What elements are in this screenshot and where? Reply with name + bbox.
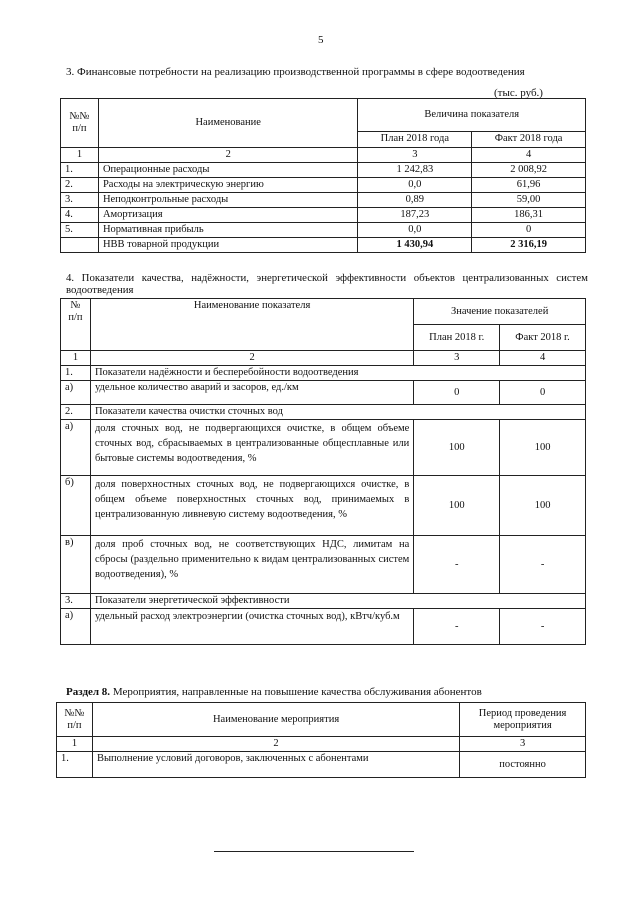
row-fact: 0 xyxy=(472,223,586,238)
index-row xyxy=(61,148,586,163)
index-row xyxy=(61,351,586,366)
index-row xyxy=(57,737,586,752)
quality-table xyxy=(60,298,586,645)
header-name: Наименование показателя xyxy=(90,299,413,351)
table-row xyxy=(61,420,586,476)
index-cell: 4 xyxy=(500,351,586,366)
index-cell: 3 xyxy=(358,148,472,163)
row-name: Выполнение условий договоров, заключенных с абонентами xyxy=(92,752,459,778)
row-name: Неподконтрольные расходы xyxy=(98,193,358,208)
group-name: Показатели энергетической эффективности xyxy=(90,594,585,609)
row-num: 3. xyxy=(61,193,99,208)
group-name: Показатели качества очистки сточных вод xyxy=(90,405,585,420)
section3-heading: 3. Финансовые потребности на реализацию производственной программы в сфере водоотведения xyxy=(66,66,525,78)
total-row xyxy=(61,238,586,253)
index-cell: 3 xyxy=(460,737,586,752)
row-fact: 2 008,92 xyxy=(472,163,586,178)
table-row xyxy=(61,208,586,223)
section4-heading: 4. Показатели качества, надёжности, энергетической эффективности объектов централизованных систем водоотведения xyxy=(66,272,588,296)
row-name: удельное количество аварий и засоров, ед./км xyxy=(90,381,413,405)
row-num: а) xyxy=(61,609,91,645)
row-name: Операционные расходы xyxy=(98,163,358,178)
row-plan: 1 242,83 xyxy=(358,163,472,178)
table-row xyxy=(61,381,586,405)
header-fact: Факт 2018 года xyxy=(472,132,586,148)
index-cell: 2 xyxy=(98,148,358,163)
row-num: 5. xyxy=(61,223,99,238)
header-plan: План 2018 г. xyxy=(414,325,500,351)
row-fact: 186,31 xyxy=(472,208,586,223)
header-num: № п/п xyxy=(61,299,91,351)
table-row xyxy=(61,609,586,645)
row-num: а) xyxy=(61,381,91,405)
row-plan: 0,0 xyxy=(358,223,472,238)
row-plan: 187,23 xyxy=(358,208,472,223)
header-num: №№ п/п xyxy=(57,703,93,737)
row-plan: 100 xyxy=(414,476,500,536)
row-name: удельный расход электроэнергии (очистка сточных вод), кВтч/куб.м xyxy=(90,609,413,645)
row-plan: 100 xyxy=(414,420,500,476)
table-row xyxy=(61,476,586,536)
header-fact: Факт 2018 г. xyxy=(500,325,586,351)
group-row xyxy=(61,366,586,381)
total-name: НВВ товарной продукции xyxy=(98,238,358,253)
header-name: Наименование xyxy=(98,99,358,148)
financial-table xyxy=(60,98,586,253)
row-plan: 0,89 xyxy=(358,193,472,208)
table-row xyxy=(61,163,586,178)
index-cell: 4 xyxy=(472,148,586,163)
row-fact: - xyxy=(500,609,586,645)
index-cell: 1 xyxy=(61,148,99,163)
table-row xyxy=(61,193,586,208)
row-plan: 0 xyxy=(414,381,500,405)
group-name: Показатели надёжности и бесперебойности водоотведения xyxy=(90,366,585,381)
group-num: 3. xyxy=(61,594,91,609)
row-name: Нормативная прибыль xyxy=(98,223,358,238)
row-fact: 61,96 xyxy=(472,178,586,193)
row-name: доля поверхностных сточных вод, не подвергающихся очистке, в общем объеме поверхностных сточных вод, принимаемых в централизованную ливневую систему водоотведения, % xyxy=(90,476,413,536)
section8-heading-text: Мероприятия, направленные на повышение качества обслуживания абонентов xyxy=(112,686,482,698)
section3-unit: (тыс. руб.) xyxy=(494,87,543,99)
index-cell: 2 xyxy=(92,737,459,752)
index-cell: 1 xyxy=(61,351,91,366)
row-fact: 0 xyxy=(500,381,586,405)
group-num: 1. xyxy=(61,366,91,381)
row-fact: 100 xyxy=(500,420,586,476)
row-name: доля сточных вод, не подвергающихся очистке, в общем объеме сточных вод, сбрасываемых в централизованные общесплавные или бытовые системы водоотведения, % xyxy=(90,420,413,476)
index-cell: 2 xyxy=(90,351,413,366)
index-cell: 3 xyxy=(414,351,500,366)
measures-table xyxy=(56,702,586,778)
table-row xyxy=(57,752,586,778)
row-period: постоянно xyxy=(460,752,586,778)
row-num: 2. xyxy=(61,178,99,193)
header-value: Величина показателя xyxy=(358,99,586,132)
table-row xyxy=(61,223,586,238)
row-num: а) xyxy=(61,420,91,476)
row-num: 1. xyxy=(61,163,99,178)
section8-heading xyxy=(66,686,482,698)
header-num: №№ п/п xyxy=(61,99,99,148)
row-fact: 100 xyxy=(500,476,586,536)
row-num: 4. xyxy=(61,208,99,223)
header-name: Наименование мероприятия xyxy=(92,703,459,737)
row-num: 1. xyxy=(57,752,93,778)
row-plan: - xyxy=(414,536,500,594)
group-num: 2. xyxy=(61,405,91,420)
total-plan: 1 430,94 xyxy=(358,238,472,253)
table-row xyxy=(61,178,586,193)
header-plan: План 2018 года xyxy=(358,132,472,148)
group-row xyxy=(61,594,586,609)
row-name: доля проб сточных вод, не соответствующих НДС, лимитам на сбросы (раздельно применительно к видам централизованных систем водоотведения), % xyxy=(90,536,413,594)
row-num: б) xyxy=(61,476,91,536)
row-num: в) xyxy=(61,536,91,594)
total-fact: 2 316,19 xyxy=(472,238,586,253)
row-name: Амортизация xyxy=(98,208,358,223)
row-plan: - xyxy=(414,609,500,645)
header-period: Период проведения мероприятия xyxy=(460,703,586,737)
row-fact: - xyxy=(500,536,586,594)
header-value: Значение показателей xyxy=(414,299,586,325)
row-plan: 0,0 xyxy=(358,178,472,193)
table-row xyxy=(61,536,586,594)
page-number: 5 xyxy=(318,34,324,46)
row-fact: 59,00 xyxy=(472,193,586,208)
group-row xyxy=(61,405,586,420)
row-name: Расходы на электрическую энергию xyxy=(98,178,358,193)
signature-line xyxy=(214,851,414,852)
section8-heading-bold: Раздел 8. xyxy=(66,686,111,698)
index-cell: 1 xyxy=(57,737,93,752)
